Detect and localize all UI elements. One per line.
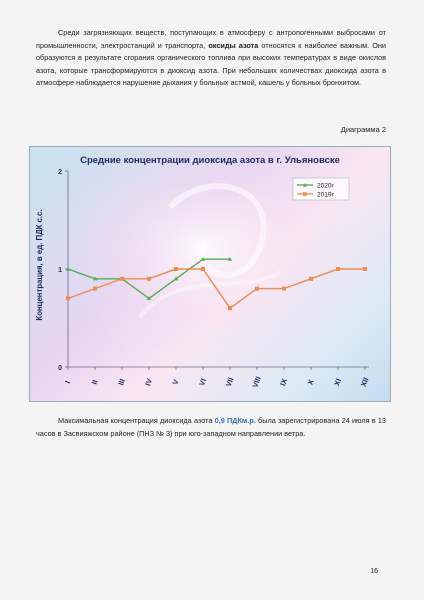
intro-text-part2: относятся к наиболее важным. Они образуются в результате сгорания органического топлива при высоких температурах в виде окислов азота, которые трансформируются в диоксид азота. При небольших количествах диоксида азота в атмосфере наблюдается нарушение дыхания у больных астмой, кашель у больных бронхитом. [36, 40, 386, 88]
chart-title: Средние концентрации диоксида азота в г. Ульяновске [80, 155, 340, 166]
data-point [174, 267, 178, 271]
intro-paragraph [36, 27, 386, 90]
intro-bold-term: оксиды азота [208, 40, 259, 50]
data-point [147, 277, 151, 281]
x-tick-label: X [305, 378, 316, 387]
outro-text-part2: была зарегистрирована 24 июля в 13 часов в Засвияжском районе (ПНЗ № 3) при юго-западном направлении ветра. [36, 416, 386, 438]
data-point [120, 277, 124, 281]
legend-marker [303, 192, 307, 196]
outro-paragraph [36, 415, 386, 440]
data-point [201, 267, 205, 271]
chart-frame [29, 146, 391, 402]
data-point [93, 287, 97, 291]
data-point [282, 287, 286, 291]
data-point [309, 277, 313, 281]
data-point [228, 306, 232, 310]
x-tick-label: VIII [250, 375, 263, 389]
max-value-unit: ПДКм.р. [227, 416, 256, 425]
page-number: 16 [370, 568, 378, 575]
data-point [66, 296, 70, 300]
x-tick-label: II [89, 378, 100, 386]
x-tick-label: I [63, 379, 73, 385]
x-tick-label: IV [143, 377, 155, 388]
max-value: 0,9 [214, 416, 225, 425]
line-chart [30, 147, 390, 401]
x-tick-label: XI [332, 377, 344, 388]
y-tick-label: 2 [58, 169, 62, 176]
legend-label: 2020г [317, 182, 334, 190]
intro-text-part1: Среди загрязняющих веществ, поступающих в атмосферу с антропогенными выбросами от промышленности, электростанций и транспорта, [36, 28, 386, 50]
diagram-label: Диаграмма 2 [340, 125, 386, 134]
x-tick-label: XII [358, 376, 371, 388]
legend-label: 2019г [317, 191, 334, 199]
x-tick-label: VII [223, 376, 236, 388]
x-tick-label: V [170, 378, 181, 387]
x-tick-label: VI [197, 377, 209, 388]
outro-text-part1: Максимальная концентрация диоксида азота [58, 416, 215, 425]
x-tick-label: III [116, 377, 127, 387]
data-point [363, 267, 367, 271]
y-tick-label: 0 [58, 365, 62, 372]
x-tick-label: IX [278, 377, 290, 388]
y-tick-label: 1 [58, 267, 62, 274]
data-point [336, 267, 340, 271]
data-point [255, 287, 259, 291]
chart-legend [293, 178, 349, 200]
y-axis-label: Концентрация, в ед. ПДК с.с. [35, 209, 44, 321]
